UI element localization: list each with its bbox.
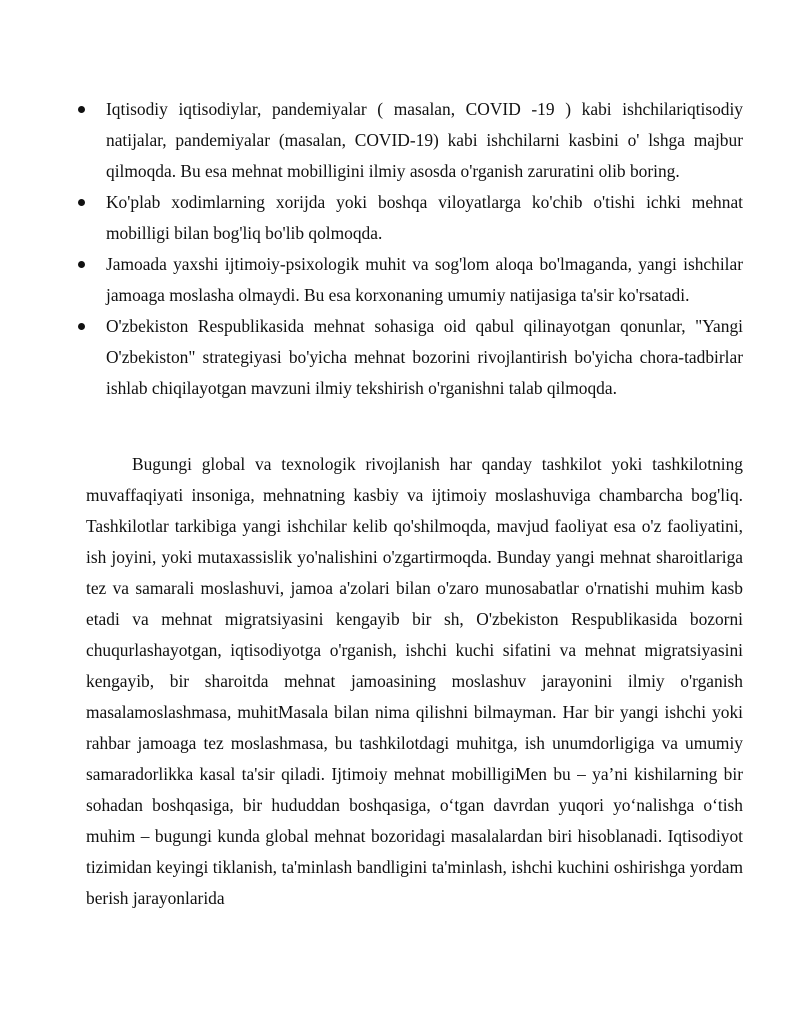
list-item-text: O'zbekiston Respublikasida mehnat sohasiga oid qabul qilinayotgan qonunlar, "Yangi O'zbekiston" strategiyasi bo'yicha mehnat bozorini rivojlantirish bo'yicha chora-tadbirlar ishlab chiqilayotgan mavzuni ilmiy tekshirish o'rganishni talab qilmoqda. <box>106 316 743 398</box>
bullet-icon <box>78 261 85 268</box>
bullet-icon <box>78 199 85 206</box>
list-item-text: Iqtisodiy iqtisodiylar, pandemiyalar ( masalan, COVID -19 ) kabi ishchilariqtisodiy natijalar, pandemiyalar (masalan, COVID-19) kabi ishchilarni kasbini o' lshga majbur qilmoqda. Bu esa mehnat mobilligini ilmiy asosda o'rganish zaruratini olib boring. <box>106 99 743 181</box>
bullet-list <box>106 94 743 404</box>
list-item-text: Jamoada yaxshi ijtimoiy-psixologik muhit va sog'lom aloqa bo'lmaganda, yangi ishchilar jamoaga moslasha olmaydi. Bu esa korxonaning umumiy natijasiga ta'sir ko'rsatadi. <box>106 254 743 305</box>
bullet-icon <box>78 106 85 113</box>
body-paragraph: Bugungi global va texnologik rivojlanish har qanday tashkilot yoki tashkilotning muvaffaqiyati insoniga, mehnatning kasbiy va ijtimoiy moslashuviga chambarcha bog'liq. Tashkilotlar tarkibiga yangi ishchilar kelib qo'shilmoqda, mavjud faoliyat esa o'z faoliyatini, ish joyini, yoki mutaxassislik yo'nalishini o'zgartirmoqda. Bunday yangi mehnat sharoitlariga tez va samarali moslashuvi, jamoa a'zolari bilan o'zaro munosabatlar o'rnatishi muhim kasb etadi va mehnat migratsiyasini kengayib bir sh, O'zbekiston Respublikasida bozorni chuqurlashayotgan, iqtisodiyotga o'rganish, ishchi kuchi sifatini va mehnat migratsiyasini kengayib, bir sharoitda mehnat jamoasining moslashuv jarayonini ilmiy o'rganish masalamoslashmasa, muhitMasala bilan nima qilishni bilmayman. Har bir yangi ishchi yoki rahbar jamoaga tez moslashmasa, bu tashkilotdagi muhitga, ish unumdorligiga va umumiy samaradorlikka kasal ta'sir qiladi. Ijtimoiy mehnat mobilligiMen bu – ya’ni kishilarning bir sohadan boshqasiga, bir hududdan boshqasiga, o‘tgan davrdan yuqori yo‘nalishga o‘tish muhim – bugungi kunda global mehnat bozoridagi masalalardan biri hisoblanadi. Iqtisodiyot tizimidan keyingi tiklanish, ta'minlash bandligini ta'minlash, ishchi kuchini oshirishga yordam berish jarayonlarida <box>86 454 743 908</box>
list-item <box>106 311 743 404</box>
list-item <box>106 187 743 249</box>
list-item <box>106 249 743 311</box>
list-item-text: Ko'plab xodimlarning xorijda yoki boshqa viloyatlarga ko'chib o'tishi ichki mehnat mobilligi bilan bog'liq bo'lib qolmoqda. <box>106 192 743 243</box>
bullet-icon <box>78 323 85 330</box>
list-item <box>106 94 743 187</box>
